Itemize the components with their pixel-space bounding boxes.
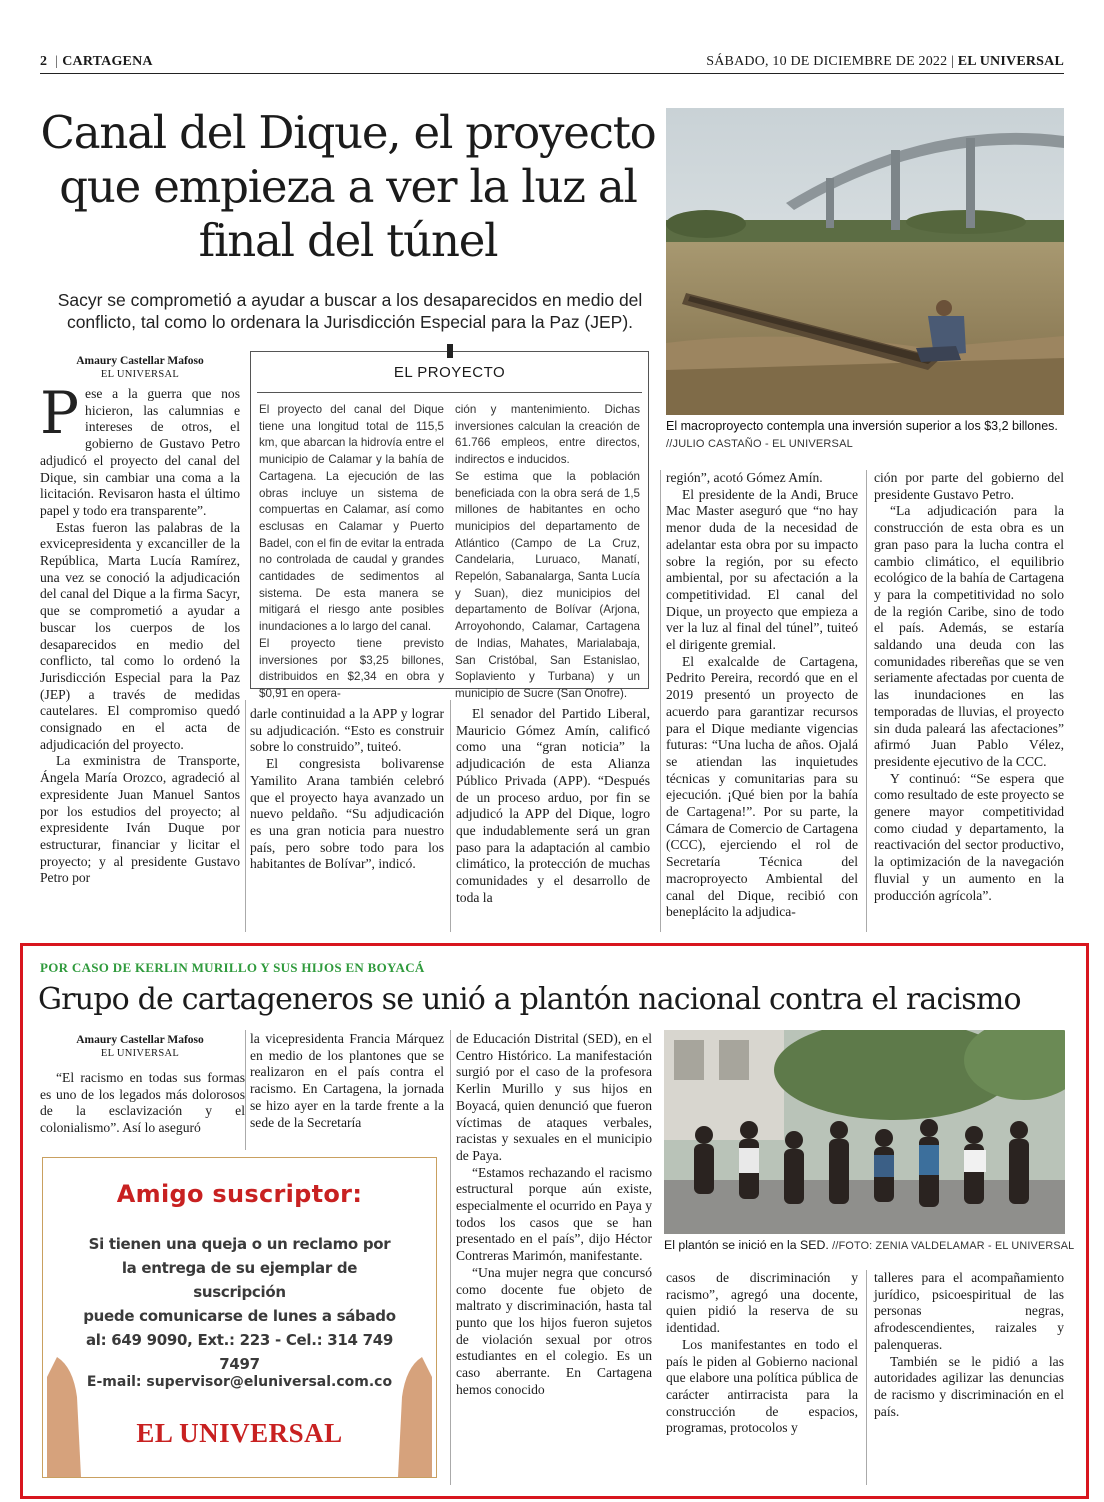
column-divider	[866, 1270, 867, 1485]
header-separator: |	[55, 54, 59, 69]
main-column-2	[250, 706, 444, 873]
main-column-1	[40, 379, 240, 887]
author-org: EL UNIVERSAL	[100, 1048, 180, 1059]
ad-brand-logo: EL UNIVERSAL	[136, 1418, 343, 1448]
section-name: CARTAGENA	[62, 54, 153, 69]
caption-text: El plantón se inició en la SED.	[664, 1238, 829, 1252]
ad-phone-line: al: 649 9090, Ext.: 223 - Cel.: 314 749 7497	[85, 1331, 394, 1373]
caption-text: El macroproyecto contempla una inversión superior a los $3,2 billones.	[666, 419, 1058, 433]
story-kicker: POR CASO DE KERLIN MURILLO Y SUS HIJOS EN BOYACÁ	[40, 960, 425, 975]
box-title: EL PROYECTO	[393, 364, 506, 381]
story-column-3	[456, 1031, 652, 1398]
paragraph: “Estamos rechazando el racismo estructural porque aún existe, especialmente el ocurrido en Paya y todos los casos que se han presentado en el país”, dijo Héctor Contreras Marimón, manifestante.	[456, 1164, 652, 1264]
paragraph: El senador del Partido Liberal, Mauricio Gómez Amín, calificó como una “gran noticia” la adjudicación de esta Alianza Público Privada (APP). “Después de un proceso arduo, por fin se adjudicó la APP del Dique, logro que indudablemente será un gran paso para la adaptación al cambio climático, la protección de muchas comunidades y el desarrollo de toda la	[456, 706, 650, 905]
box-column-right	[455, 402, 640, 703]
column-divider	[450, 700, 451, 932]
ad-email: E-mail: supervisor@eluniversal.com.co	[86, 1374, 393, 1390]
header-rule	[40, 73, 1064, 74]
paragraph: región”, acotó Gómez Amín.	[666, 470, 823, 485]
author-org: EL UNIVERSAL	[100, 369, 180, 380]
ad-line: Si tienen una queja o un reclamo por	[88, 1235, 391, 1253]
photo-credit: //FOTO: ZENIA VALDELAMAR - EL UNIVERSAL	[832, 1240, 1075, 1252]
page-header-left	[40, 54, 153, 70]
drop-cap: P	[40, 379, 80, 447]
ad-line: la entrega de su ejemplar de suscripción	[121, 1259, 358, 1301]
publication-name: EL UNIVERSAL	[957, 54, 1064, 69]
story-byline	[42, 1034, 238, 1060]
main-column-3	[456, 706, 650, 906]
paragraph: “Una mujer negra que concursó como docente fue objeto de maltrato y discriminación, hasta tal punto que los hijos fueron sujetos de violación sexual por otros estudiantes en el colegio. Es un caso aberrante. En Cartagena hemos conocido	[456, 1264, 652, 1397]
main-column-5	[874, 470, 1064, 904]
story-column-1	[40, 1070, 245, 1137]
paragraph: También se le pidió a las autoridades agilizar las denuncias de racismo y discriminación en el país.	[874, 1353, 1064, 1419]
protest-photo-image	[664, 1030, 1065, 1234]
story-column-5	[874, 1270, 1064, 1420]
paragraph: “El racismo en todas sus formas es uno de los legados más dolorosos de la esclavización y el colonialismo”. Así lo aseguró	[40, 1070, 245, 1136]
main-headline: Canal del Dique, el proyecto que empieza a ver la luz al final del túnel	[40, 106, 656, 267]
paragraph: El congresista bolivarense Yamilito Arana también celebró que el proyecto haya avanzado un nuevo peldaño. “Su adjudicación es una gran noticia para nuestro país, pero sobre todo para los habitantes de Bolívar”, indicó.	[250, 756, 444, 872]
main-column-4	[666, 470, 858, 921]
paragraph: ción por parte del gobierno del presidente Gustavo Petro.	[874, 470, 1064, 502]
canal-photo-caption	[666, 418, 1064, 453]
issue-date: SÁBADO, 10 DE DICIEMBRE DE 2022	[706, 54, 948, 69]
paragraph: El exalcalde de Cartagena, Pedrito Pereira, recordó que en el 2019 presentó un proyecto de acuerdo para garantizar recursos para el Dique mediante vigencias futuras: “Una lucha de años. Ojalá se atiendan las inquietudes técnicas y comunitarias para su ejecución. ¡Qué bien por la bahía de Cartagena!”. Por su parte, la Cámara de Comercio de Cartagena (CCC), ejerciendo el rol de Secretaría Técnica del macroproyecto Ambiental del canal del Dique, recibió con beneplácito la adjudica-	[666, 653, 858, 920]
column-divider	[660, 470, 661, 932]
story-column-4	[666, 1270, 858, 1437]
story-column-2	[250, 1031, 444, 1131]
paragraph: de Educación Distrital (SED), en el Centro Histórico. La manifestación surgió por el caso de la profesora Kerlin Murillo y sus hijos en Boyacá, quien denunció que fueron víctimas de ataques verbales, racistas y sexuales en el municipio de Paya.	[456, 1031, 652, 1163]
paragraph: “La adjudicación para la construcción de esta obra es un gran paso para la lucha contra el cambio climático, el equilibrio ecológico de la bahía de Cartagena y para la competitividad no solo de la región Caribe, sino de todo el país. Además, se estaría saldando una deuda con las comunidades ribereñas que se ven seriamente afectadas por cuenta de las inundaciones en las temporadas de lluvias, el proyecto sin duda paleará las afectaciones” afirmó Juan Pablo Vélez, presidente ejecutivo de la CCC.	[874, 503, 1064, 769]
paragraph: El presidente de la Andi, Bruce Mac Master aseguró que “no hay menor duda de la necesidad de adelantar esta obra por su impacto sobre la región, por su efecto ambiental, por su afectación a la competitividad. El canal del Dique, un proyecto que empieza a ver la luz al final del túnel”, tuiteó el dirigente gremial.	[666, 486, 858, 653]
box-rule	[257, 392, 642, 393]
paragraph: La exministra de Transporte, Ángela María Orozco, agradeció al expresidente Juan Manuel Santos por los estudios del proyecto; al expresidente Iván Duque por estructurar, financiar y licitar el proyecto; y al presidente Gustavo Petro por	[40, 753, 240, 886]
author-name: Amaury Castellar Mafoso	[76, 355, 204, 367]
ad-body	[83, 1232, 396, 1376]
paragraph: darle continuidad a la APP y lograr su adjudicación. “Esto es construir sobre lo construido”, tuiteó.	[250, 706, 444, 755]
column-divider	[245, 700, 246, 932]
ad-title: Amigo suscriptor:	[116, 1180, 363, 1208]
column-divider	[866, 470, 867, 932]
paragraph: Y continuó: “Se espera que como resultado de este proyecto se genere mayor competitividad como ciudad y departamento, la reactivación del sector productivo, la optimización de la navegación fluvial y un aumento en la producción agrícola”.	[874, 770, 1064, 903]
project-sidebar-box	[250, 351, 649, 700]
box-tab-marker	[447, 344, 453, 358]
story-headline: Grupo de cartageneros se unió a plantón nacional contra el racismo	[38, 982, 1021, 1017]
paragraph: la vicepresidenta Francia Márquez en medio de los plantones que se realizaron en el país contra el racismo. En Cartagena, la jornada se hizo ayer en la tarde frente a la sede de la Secretaría	[250, 1031, 444, 1130]
box-paragraph: El proyecto del canal del Dique tiene una longitud total de 115,5 km, que abarcan la hidrovía entre el municipio de Calamar y la bahía de Cartagena. La ejecución de las obras incluye un sistema de compuertas en Calamar, así como esclusas en Calamar y Puerto Badel, con el fin de evitar la entrada no controlada de caudal y grandes cantidades de sedimentos al sistema. De esta manera se mitigará el riesgo ante posibles inundaciones a lo largo del canal.	[259, 403, 444, 634]
protest-photo	[664, 1030, 1065, 1234]
page-header-right: SÁBADO, 10 DE DICIEMBRE DE 2022 | EL UNIVERSAL	[706, 54, 1064, 69]
box-paragraph: El proyecto tiene previsto inversiones por $3,25 billones, distribuidos en $2,34 en obra y $0,91 en opera-	[259, 636, 444, 700]
photo-credit: //JULIO CASTAÑO - EL UNIVERSAL	[666, 438, 853, 450]
ad-line: puede comunicarse de lunes a sábado	[83, 1307, 396, 1325]
protest-photo-caption	[664, 1238, 1074, 1252]
main-byline	[42, 355, 238, 381]
box-column-left	[259, 402, 444, 703]
page-number: 2	[40, 54, 48, 69]
box-paragraph: ción y mantenimiento. Dichas inversiones calculan la creación de 61.766 empleos, entre directos, indirectos e inducidos.	[455, 403, 640, 467]
subscriber-ad	[42, 1157, 437, 1478]
paragraph: Los manifestantes en todo el país le piden al Gobierno nacional que elabore una política pública de carácter antirracista para la construcción de espacios, programas, protocolos y	[666, 1336, 858, 1436]
paragraph: talleres para el acompañamiento jurídico, psicoespiritual de las personas negras, afrodescendientes, raizales y palenqueras.	[874, 1270, 1064, 1352]
paragraph: casos de discriminación y racismo”, agregó una docente, quien pidió la reserva de su identidad.	[666, 1270, 858, 1336]
main-deck: Sacyr se comprometió a ayudar a buscar a los desaparecidos en medio del conflicto, tal como lo ordenara la Jurisdicción Especial para la Paz (JEP).	[57, 290, 643, 332]
box-paragraph: Se estima que la población beneficiada con la obra será de 1,5 millones de habitantes en ocho municipios del departamento de Atlántico (Campo de La Cruz, Candelaria, Luruaco, Manatí, Repelón, Sabanalarga, Santa Lucía y Suan), diez municipios del departamento de Bolívar (Arjona, Arroyohondo, Calamar, Cartagena de Indias, Mahates, Marialabaja, San Cristóbal, San Estanislao, Soplaviento y Turbana) y un municipio de Sucre (San Onofre).	[455, 469, 640, 700]
canal-photo-image	[666, 108, 1064, 415]
canal-photo	[666, 108, 1064, 415]
lead-paragraph: Pese a la guerra que nos hicieron, las calumnias e intereses de otros, el gobierno de Gustavo Petro adjudicó el proyecto del canal del Dique, sin cambiar una coma a la licitación. Revisaron hasta el último papel y todo era transparente”.	[40, 379, 240, 518]
column-divider	[450, 1030, 451, 1485]
column-divider	[245, 1030, 246, 1150]
paragraph: Estas fueron las palabras de la exvicepresidenta y excanciller de la República, Marta Lucía Ramírez, una vez se conoció la adjudicación del canal del Dique a la firma Sacyr, que se comprometió a ayudar a buscar los cuerpos de los desaparecidos en medio del conflicto, tal como lo ordenó la Jurisdicción Especial para la Paz (JEP) a través de medidas cautelares. El compromiso quedó consignado en el acta de adjudicación del proyecto.	[40, 519, 240, 752]
author-name: Amaury Castellar Mafoso	[76, 1034, 204, 1046]
